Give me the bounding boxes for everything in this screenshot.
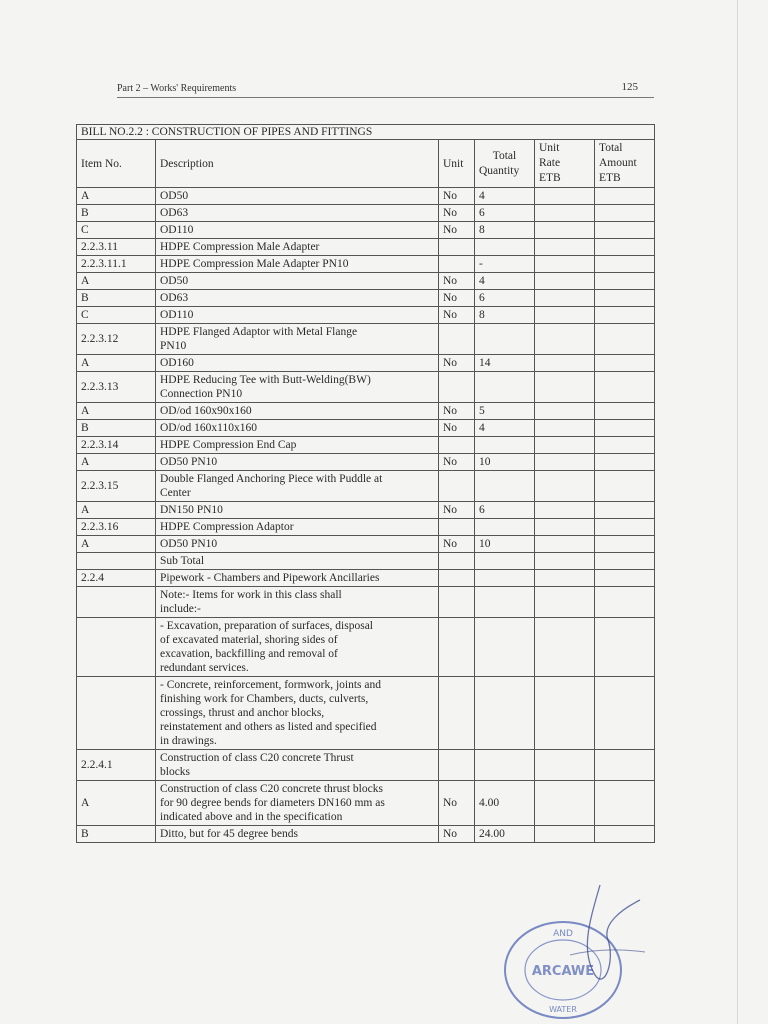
quantity-cell: [475, 437, 535, 454]
description-line: DN150 PN10: [160, 504, 223, 516]
unit-cell: [439, 437, 475, 454]
table-row: [77, 273, 655, 290]
quantity-cell: 4: [475, 273, 535, 290]
quantity-cell: 10: [475, 536, 535, 553]
description-cell: [156, 536, 439, 553]
total-amount-cell: [595, 536, 655, 553]
col-unit-header: Unit: [439, 140, 475, 188]
table-row: [77, 307, 655, 324]
stamp-text-center: ARCAWE: [531, 964, 595, 979]
total-amount-cell: [595, 454, 655, 471]
quantity-cell: [475, 750, 535, 781]
unit-cell: No: [439, 307, 475, 324]
total-amount-cell: [595, 188, 655, 205]
table-row: [77, 618, 655, 677]
description-line: indicated above and in the specification: [160, 811, 343, 823]
quantity-cell: 4.00: [475, 781, 535, 826]
unit-rate-cell: [535, 188, 595, 205]
description-cell: [156, 750, 439, 781]
description-cell: [156, 618, 439, 677]
unit-cell: [439, 750, 475, 781]
description-line: of excavated material, shoring sides of: [160, 634, 338, 646]
description-line: redundant services.: [160, 662, 249, 674]
item-no-cell: A: [77, 502, 156, 519]
description-line: blocks: [160, 766, 191, 778]
description-cell: [156, 420, 439, 437]
item-no-cell: 2.2.3.14: [77, 437, 156, 454]
unit-rate-cell: [535, 454, 595, 471]
unit-cell: No: [439, 454, 475, 471]
quantity-cell: 10: [475, 454, 535, 471]
unit-cell: No: [439, 290, 475, 307]
header-section: Part 2 – Works' Requirements: [117, 83, 237, 94]
unit-cell: No: [439, 781, 475, 826]
page-edge: [737, 0, 738, 1024]
description-cell: [156, 519, 439, 536]
col-amount-header-line: ETB: [599, 172, 621, 184]
table-row: [77, 239, 655, 256]
description-line: OD50: [160, 275, 189, 287]
quantity-cell: 5: [475, 403, 535, 420]
description-line: finishing work for Chambers, ducts, culverts,: [160, 693, 369, 705]
col-rate-header-line: Rate: [539, 157, 561, 169]
col-qty-header-line: Total: [492, 149, 517, 162]
description-line: HDPE Compression Male Adapter: [160, 241, 320, 253]
unit-cell: [439, 618, 475, 677]
total-amount-cell: [595, 403, 655, 420]
description-line: - Concrete, reinforcement, formwork, joints and: [160, 679, 381, 691]
signature: [560, 880, 650, 1000]
item-no-cell: 2.2.3.15: [77, 471, 156, 502]
total-amount-cell: [595, 781, 655, 826]
unit-cell: No: [439, 355, 475, 372]
item-no-cell: A: [77, 781, 156, 826]
table-row: [77, 750, 655, 781]
description-cell: [156, 222, 439, 239]
stamp-text-bottom: WATER: [549, 1005, 577, 1014]
unit-rate-cell: [535, 570, 595, 587]
quantity-cell: [475, 372, 535, 403]
unit-rate-cell: [535, 750, 595, 781]
bill-title: BILL NO.2.2 : CONSTRUCTION OF PIPES AND FITTINGS: [77, 125, 655, 140]
description-line: Ditto, but for 45 degree bends: [160, 828, 298, 840]
quantity-cell: [475, 519, 535, 536]
description-line: Construction of class C20 concrete Thrust: [160, 752, 354, 764]
quantity-cell: 6: [475, 205, 535, 222]
quantity-cell: 8: [475, 307, 535, 324]
col-description-header: Description: [156, 140, 439, 188]
total-amount-cell: [595, 420, 655, 437]
table-row: [77, 222, 655, 239]
quantity-cell: -: [475, 256, 535, 273]
quantity-cell: [475, 471, 535, 502]
description-line: Sub Total: [160, 555, 205, 567]
description-cell: [156, 324, 439, 355]
description-cell: [156, 273, 439, 290]
item-no-cell: A: [77, 188, 156, 205]
description-line: OD63: [160, 207, 189, 219]
description-line: include:-: [160, 603, 201, 615]
total-amount-cell: [595, 618, 655, 677]
item-no-cell: 2.2.3.16: [77, 519, 156, 536]
description-line: OD50: [160, 190, 189, 202]
description-cell: [156, 239, 439, 256]
quantity-cell: 14: [475, 355, 535, 372]
unit-cell: No: [439, 403, 475, 420]
description-cell: [156, 570, 439, 587]
total-amount-cell: [595, 437, 655, 454]
table-row: [77, 826, 655, 843]
total-amount-cell: [595, 324, 655, 355]
description-line: OD/od 160x110x160: [160, 422, 258, 434]
col-qty-header-line: Quantity: [479, 164, 520, 177]
table-row: [77, 519, 655, 536]
col-rate-header-line: ETB: [539, 172, 561, 184]
description-line: excavation, backfilling and removal of: [160, 648, 338, 660]
description-cell: [156, 372, 439, 403]
unit-cell: [439, 471, 475, 502]
table-row: [77, 324, 655, 355]
col-item-header: Item No.: [77, 140, 156, 188]
description-cell: [156, 205, 439, 222]
quantity-cell: [475, 618, 535, 677]
unit-rate-cell: [535, 324, 595, 355]
total-amount-cell: [595, 239, 655, 256]
unit-rate-cell: [535, 273, 595, 290]
item-no-cell: 2.2.3.12: [77, 324, 156, 355]
description-line: Note:- Items for work in this class shall: [160, 589, 342, 601]
unit-rate-cell: [535, 307, 595, 324]
description-cell: [156, 471, 439, 502]
quantity-cell: [475, 587, 535, 618]
unit-cell: [439, 372, 475, 403]
table-row: [77, 570, 655, 587]
table-row: [77, 290, 655, 307]
description-line: OD63: [160, 292, 189, 304]
unit-cell: No: [439, 205, 475, 222]
description-line: OD50 PN10: [160, 456, 218, 468]
total-amount-cell: [595, 471, 655, 502]
unit-rate-cell: [535, 618, 595, 677]
description-cell: [156, 587, 439, 618]
unit-cell: [439, 519, 475, 536]
bill-table: [76, 124, 655, 843]
unit-cell: [439, 239, 475, 256]
unit-cell: [439, 553, 475, 570]
unit-cell: No: [439, 188, 475, 205]
unit-rate-cell: [535, 372, 595, 403]
description-line: OD110: [160, 309, 194, 321]
description-line: HDPE Compression Male Adapter PN10: [160, 258, 349, 270]
item-no-cell: [77, 677, 156, 750]
total-amount-cell: [595, 355, 655, 372]
item-no-cell: A: [77, 403, 156, 420]
unit-rate-cell: [535, 826, 595, 843]
description-line: HDPE Compression Adaptor: [160, 521, 294, 533]
description-cell: [156, 553, 439, 570]
description-line: in drawings.: [160, 735, 217, 747]
unit-cell: [439, 256, 475, 273]
unit-cell: No: [439, 826, 475, 843]
item-no-cell: [77, 587, 156, 618]
unit-cell: [439, 677, 475, 750]
description-line: Pipework - Chambers and Pipework Ancillaries: [160, 572, 380, 584]
unit-cell: [439, 587, 475, 618]
table-row: [77, 677, 655, 750]
description-cell: [156, 826, 439, 843]
quantity-cell: 6: [475, 290, 535, 307]
quantity-cell: 6: [475, 502, 535, 519]
unit-rate-cell: [535, 471, 595, 502]
total-amount-cell: [595, 677, 655, 750]
unit-rate-cell: [535, 239, 595, 256]
description-line: Double Flanged Anchoring Piece with Puddle at: [160, 473, 383, 485]
description-line: OD50 PN10: [160, 538, 218, 550]
unit-rate-cell: [535, 437, 595, 454]
unit-cell: [439, 324, 475, 355]
description-cell: [156, 502, 439, 519]
table-row: [77, 587, 655, 618]
description-line: OD/od 160x90x160: [160, 405, 252, 417]
description-cell: [156, 403, 439, 420]
total-amount-cell: [595, 519, 655, 536]
unit-rate-cell: [535, 519, 595, 536]
description-cell: [156, 454, 439, 471]
unit-rate-cell: [535, 502, 595, 519]
description-cell: [156, 781, 439, 826]
item-no-cell: [77, 618, 156, 677]
table-row: [77, 781, 655, 826]
quantity-cell: [475, 677, 535, 750]
table-row: [77, 437, 655, 454]
item-no-cell: B: [77, 290, 156, 307]
total-amount-cell: [595, 273, 655, 290]
quantity-cell: [475, 324, 535, 355]
unit-rate-cell: [535, 781, 595, 826]
description-line: reinstatement and others as listed and specified: [160, 721, 377, 733]
item-no-cell: B: [77, 826, 156, 843]
unit-rate-cell: [535, 587, 595, 618]
unit-rate-cell: [535, 355, 595, 372]
table-row: [77, 420, 655, 437]
description-line: Center: [160, 487, 191, 499]
item-no-cell: [77, 553, 156, 570]
table-row: [77, 403, 655, 420]
unit-rate-cell: [535, 420, 595, 437]
description-line: HDPE Reducing Tee with Butt-Welding(BW): [160, 374, 371, 386]
item-no-cell: C: [77, 307, 156, 324]
quantity-cell: 8: [475, 222, 535, 239]
description-line: OD110: [160, 224, 194, 236]
table-row: [77, 502, 655, 519]
item-no-cell: 2.2.3.11: [77, 239, 156, 256]
total-amount-cell: [595, 570, 655, 587]
item-no-cell: 2.2.4: [77, 570, 156, 587]
table-row: [77, 205, 655, 222]
unit-cell: No: [439, 222, 475, 239]
description-line: Connection PN10: [160, 388, 243, 400]
description-line: HDPE Compression End Cap: [160, 439, 297, 451]
table-row: [77, 372, 655, 403]
item-no-cell: A: [77, 355, 156, 372]
total-amount-cell: [595, 256, 655, 273]
unit-cell: No: [439, 273, 475, 290]
description-line: for 90 degree bends for diameters DN160 mm as: [160, 797, 385, 809]
unit-cell: No: [439, 502, 475, 519]
item-no-cell: A: [77, 536, 156, 553]
unit-rate-cell: [535, 256, 595, 273]
description-cell: [156, 256, 439, 273]
total-amount-cell: [595, 372, 655, 403]
total-amount-cell: [595, 826, 655, 843]
table-row: [77, 256, 655, 273]
table-row: [77, 536, 655, 553]
description-line: OD160: [160, 357, 194, 369]
unit-cell: No: [439, 536, 475, 553]
description-line: PN10: [160, 340, 187, 352]
table-row: [77, 355, 655, 372]
total-amount-cell: [595, 307, 655, 324]
unit-rate-cell: [535, 222, 595, 239]
stamp-text-top: AND: [553, 929, 573, 939]
item-no-cell: 2.2.3.11.1: [77, 256, 156, 273]
quantity-cell: 4: [475, 188, 535, 205]
item-no-cell: A: [77, 273, 156, 290]
description-cell: [156, 677, 439, 750]
unit-rate-cell: [535, 290, 595, 307]
col-amount-header: [595, 140, 655, 188]
bill-title-row: [77, 125, 655, 140]
total-amount-cell: [595, 222, 655, 239]
table-row: [77, 553, 655, 570]
table-row: [77, 454, 655, 471]
page-number: 125: [621, 81, 638, 93]
description-cell: [156, 307, 439, 324]
description-cell: [156, 290, 439, 307]
total-amount-cell: [595, 587, 655, 618]
item-no-cell: C: [77, 222, 156, 239]
col-amount-header-line: Amount: [599, 157, 637, 169]
unit-rate-cell: [535, 553, 595, 570]
description-cell: [156, 437, 439, 454]
item-no-cell: B: [77, 205, 156, 222]
quantity-cell: [475, 553, 535, 570]
description-line: crossings, thrust and anchor blocks,: [160, 707, 325, 719]
description-cell: [156, 355, 439, 372]
description-line: HDPE Flanged Adaptor with Metal Flange: [160, 326, 358, 338]
unit-rate-cell: [535, 677, 595, 750]
header-rule: [117, 97, 654, 98]
item-no-cell: B: [77, 420, 156, 437]
total-amount-cell: [595, 205, 655, 222]
description-cell: [156, 188, 439, 205]
description-line: Construction of class C20 concrete thrust blocks: [160, 783, 383, 795]
col-rate-header: [535, 140, 595, 188]
item-no-cell: 2.2.4.1: [77, 750, 156, 781]
table-header-row: [77, 140, 655, 188]
quantity-cell: [475, 239, 535, 256]
total-amount-cell: [595, 290, 655, 307]
quantity-cell: 4: [475, 420, 535, 437]
col-qty-header: [475, 140, 535, 188]
item-no-cell: A: [77, 454, 156, 471]
total-amount-cell: [595, 750, 655, 781]
description-line: - Excavation, preparation of surfaces, disposal: [160, 620, 373, 632]
unit-rate-cell: [535, 205, 595, 222]
total-amount-cell: [595, 553, 655, 570]
total-amount-cell: [595, 502, 655, 519]
unit-cell: [439, 570, 475, 587]
item-no-cell: 2.2.3.13: [77, 372, 156, 403]
quantity-cell: [475, 570, 535, 587]
table-row: [77, 471, 655, 502]
table-row: [77, 188, 655, 205]
unit-rate-cell: [535, 403, 595, 420]
quantity-cell: 24.00: [475, 826, 535, 843]
unit-cell: No: [439, 420, 475, 437]
col-amount-header-line: Total: [599, 142, 623, 154]
unit-rate-cell: [535, 536, 595, 553]
col-rate-header-line: Unit: [539, 142, 560, 154]
